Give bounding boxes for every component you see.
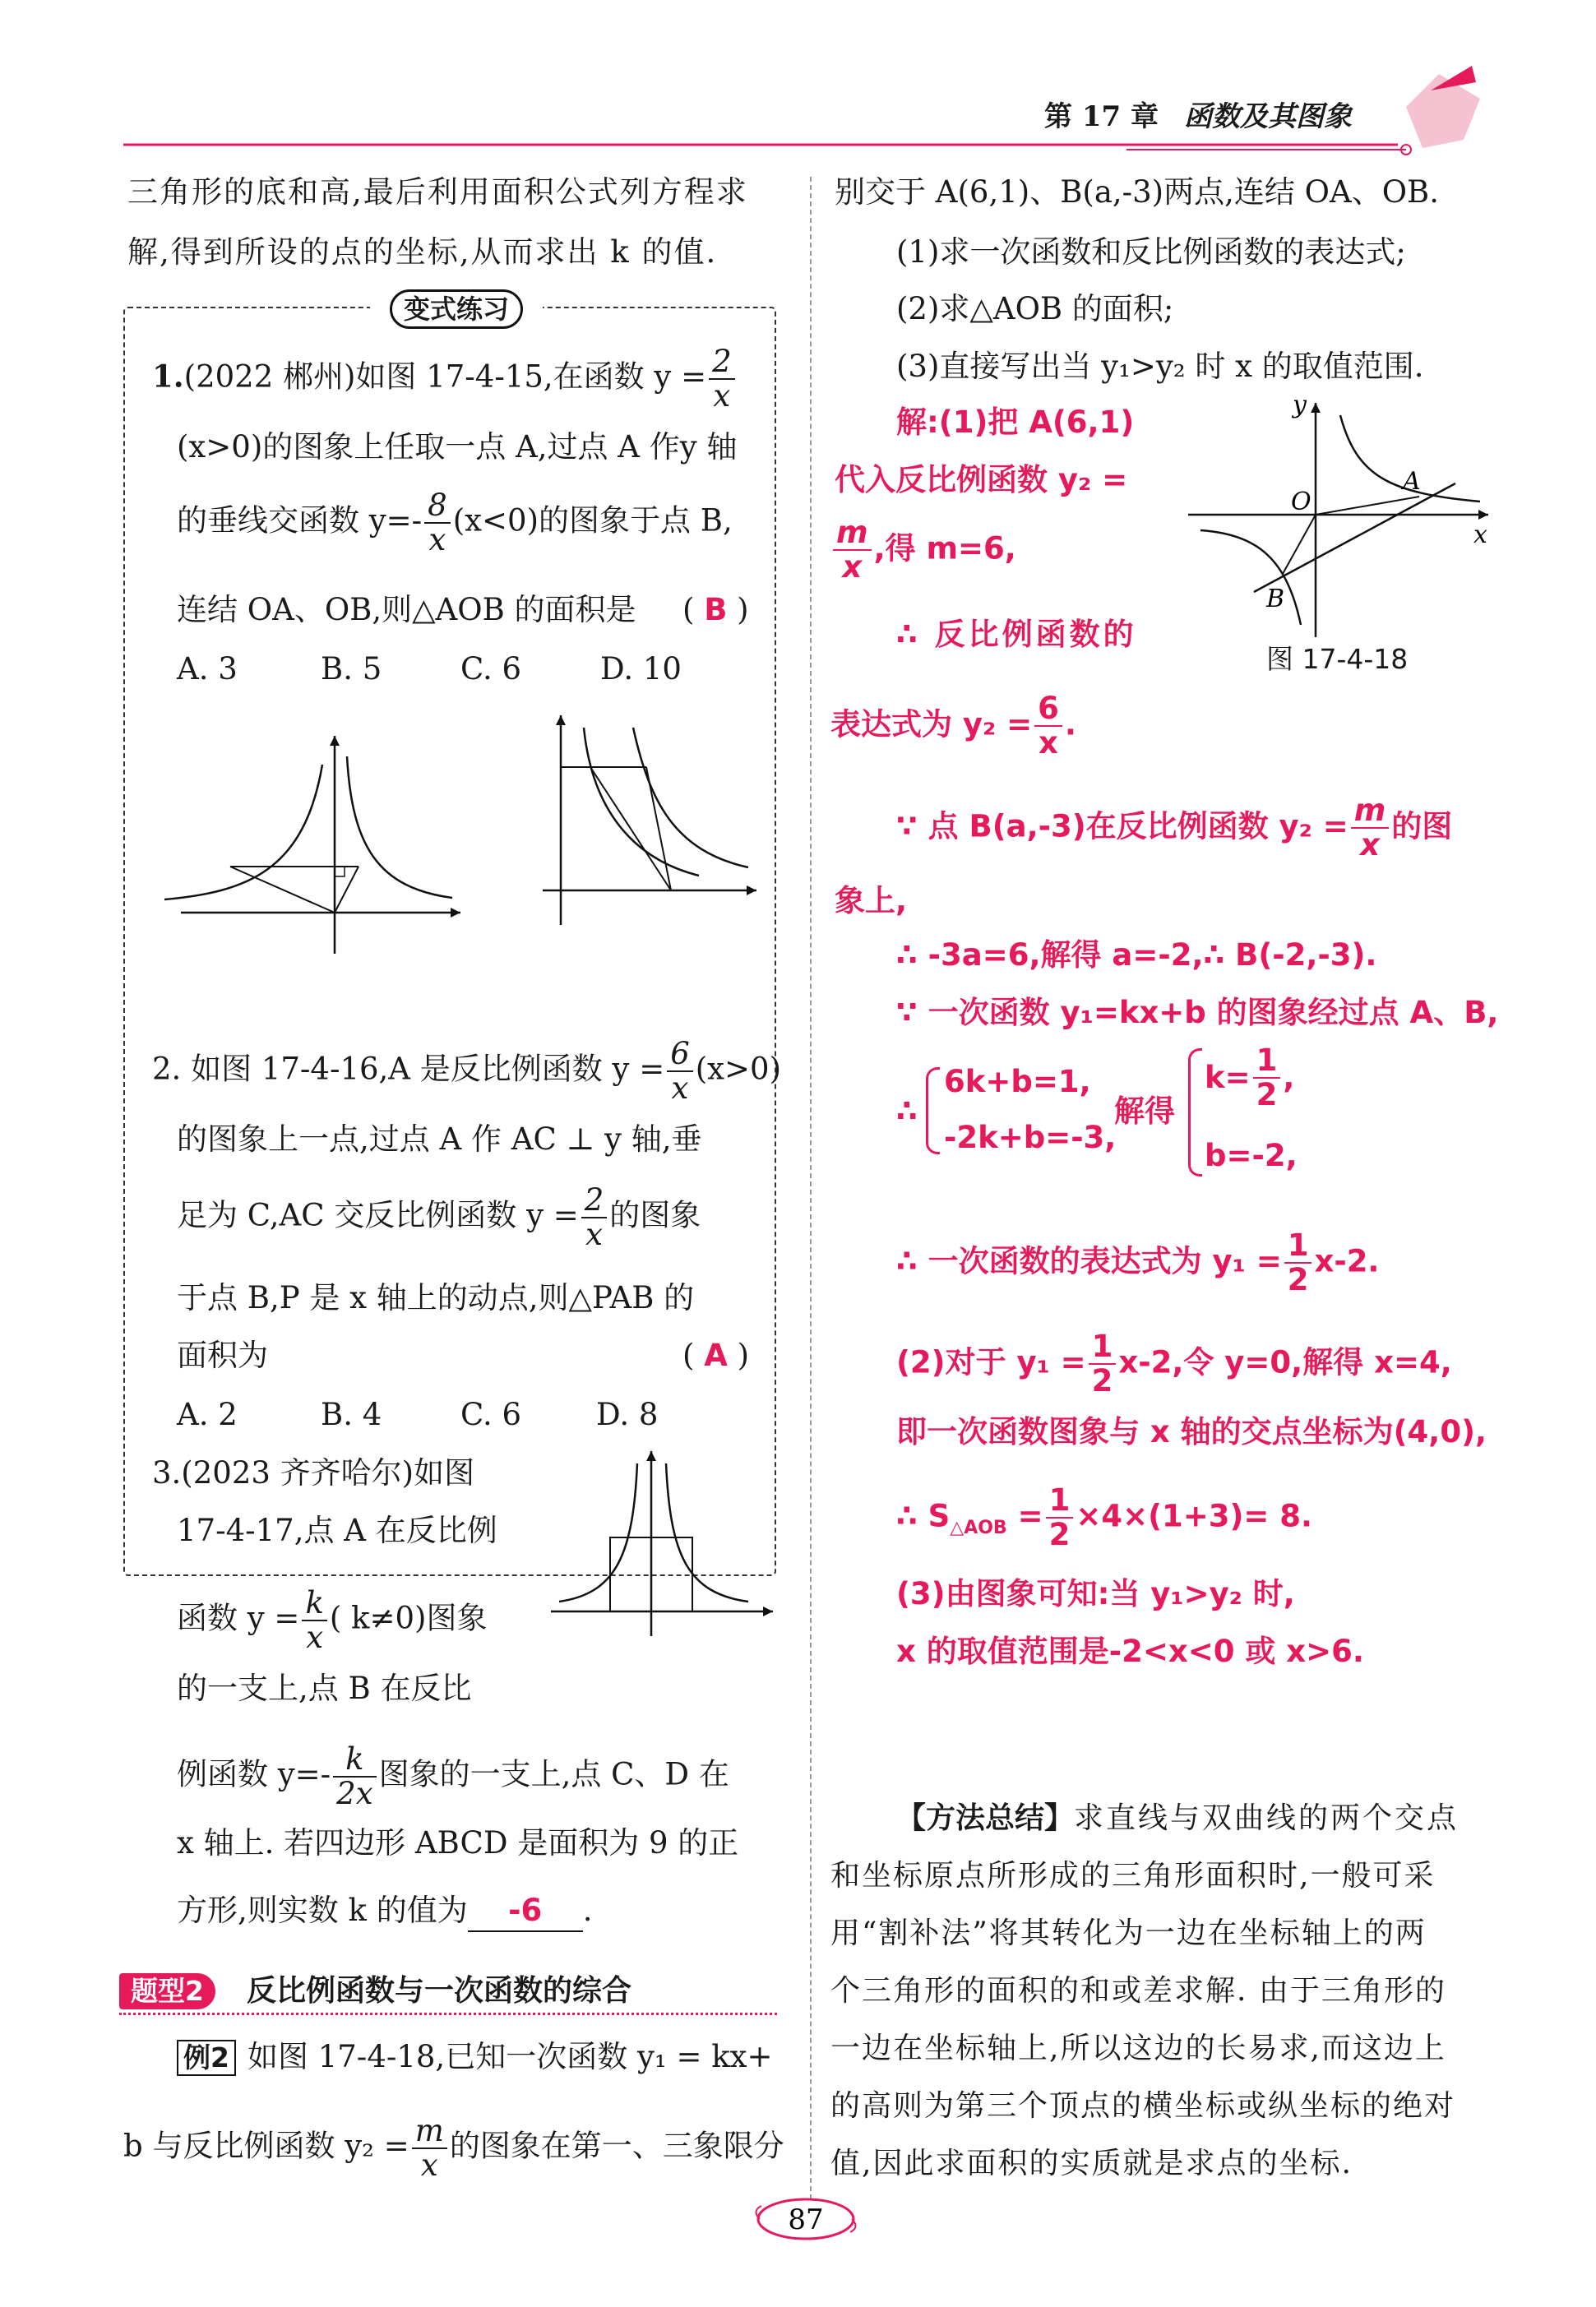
sol-line-7: 象上, [835, 883, 908, 918]
fig18-caption: 图 17-4-18 [1266, 643, 1409, 675]
q1-frac1-den: x [713, 378, 731, 414]
q2-line-2: 的图象上一点,过点 A 作 AC ⊥ y 轴,垂 [177, 1121, 702, 1157]
fig18-o-label: O [1291, 488, 1311, 516]
sol-b-line: b=-2, [1205, 1138, 1298, 1173]
figure-17-4-17 [543, 1439, 781, 1661]
sol14-sub: △AOB [950, 1517, 1007, 1538]
sol5-frac-den: x [1039, 725, 1058, 761]
q3-line-5 [177, 1743, 729, 1810]
summary-text-0: 求直线与双曲线的两个交点 [1074, 1801, 1460, 1835]
ex2-tag: 例2 [177, 2040, 236, 2076]
sol12-text-b: x-2,令 y=0,解得 x=4, [1118, 1344, 1452, 1380]
q3-text-3a: 函数 y = [177, 1600, 300, 1636]
q3-line-2: 17-4-17,点 A 在反比例 [177, 1513, 497, 1548]
sol-line-15: (3)由图象可知:当 y₁>y₂ 时, [896, 1576, 1295, 1611]
sol14-text-c: ×4×(1+3)= 8. [1076, 1498, 1313, 1534]
q1-number: 1. [152, 358, 184, 395]
right-q2: (2)求△AOB 的面积; [896, 291, 1174, 326]
q2-frac2-num: 2 [581, 1184, 608, 1218]
sol-line-6 [896, 794, 1452, 862]
q2-text-1b: (x>0) [695, 1051, 782, 1087]
sol-line-5 [830, 692, 1076, 760]
header-decoration [123, 58, 1488, 164]
summary-line-3: 用“割补法”将其转化为一边在坐标轴上的两 [830, 1916, 1427, 1950]
sol-line-2: 代入反比例函数 y₂ = [835, 462, 1128, 497]
q2-choice-c: C. 6 [460, 1397, 522, 1432]
q1-line-1 [152, 345, 738, 413]
ex2-line-2 [123, 2115, 784, 2182]
right-q3: (3)直接写出当 y₁>y₂ 时 x 的取值范围. [896, 349, 1424, 384]
ex2-line-1 [177, 2037, 773, 2077]
q2-line-1 [152, 1038, 781, 1105]
sol12-frac-den: 2 [1091, 1363, 1113, 1399]
q3-frac1-den: x [306, 1620, 324, 1655]
summary-label: 【方法总结】 [896, 1801, 1075, 1835]
section-title: 反比例函数与一次函数的综合 [247, 1974, 632, 2008]
right-line-1: 别交于 A(6,1)、B(a,-3)两点,连结 OA、OB. [835, 174, 1439, 210]
sol-line-13: 即一次函数图象与 x 轴的交点坐标为(4,0), [896, 1414, 1487, 1449]
q3-frac2-num: k [333, 1743, 376, 1778]
summary-line-7: 值,因此求面积的实质就是求点的坐标. [830, 2147, 1353, 2180]
sol14-text-b: = [1006, 1498, 1043, 1534]
q2-text-3b: 的图象 [609, 1197, 701, 1233]
q3-frac1-num: k [302, 1587, 326, 1621]
sol-line-14 [896, 1484, 1312, 1551]
ex2-frac-den: x [420, 2147, 438, 2183]
q2-answer-bracket: ( A ) [682, 1338, 750, 1373]
sol11-text-a: ∴ 一次函数的表达式为 y₁ = [896, 1243, 1282, 1279]
ex2-text-2b: 的图象在第一、三象限分 [449, 2128, 784, 2164]
q1-choice-a: A. 3 [177, 651, 238, 687]
sol5-text-a: 表达式为 y₂ = [830, 706, 1033, 742]
q2-line-3 [177, 1184, 701, 1251]
q3-line-7: 方形,则实数 k 的值为 -6 . [177, 1891, 592, 1932]
page-number: 87 [788, 2203, 824, 2236]
sol-k-den: 2 [1256, 1077, 1278, 1112]
sol-line-3 [830, 516, 1016, 584]
q1-frac2-den: x [428, 522, 446, 557]
summary-line-2: 和坐标原点所形成的三角形面积时,一般可采 [830, 1859, 1436, 1893]
chapter-title: 函数及其图象 [1184, 100, 1352, 133]
sol3-frac-num: m [833, 516, 872, 551]
sol-k-line [1205, 1044, 1294, 1112]
q3-text-5b: 图象的一支上,点 C、D 在 [378, 1756, 729, 1792]
sol6-text-b: 的图 [1391, 808, 1453, 844]
sol-k-comma: , [1283, 1060, 1295, 1095]
fig18-x-label: x [1473, 520, 1487, 549]
q3-text-7: 方形,则实数 k 的值为 [177, 1893, 468, 1928]
q2-frac1-num: 6 [667, 1038, 693, 1072]
q1-choice-d: D. 10 [600, 651, 682, 687]
q1-answer-bracket: ( B ) [682, 592, 749, 627]
column-divider [810, 177, 812, 2208]
fig18-y-label: y [1293, 391, 1307, 419]
sol5-frac-num: 6 [1034, 692, 1062, 727]
q2-answer: A [704, 1338, 728, 1373]
sol-line-12 [896, 1330, 1452, 1398]
q3-line-6: x 轴上. 若四边形 ABCD 是面积为 9 的正 [177, 1825, 739, 1861]
q2-text-1a: 2. 如图 17-4-16,A 是反比例函数 y = [152, 1051, 665, 1087]
sol11-text-b: x-2. [1314, 1243, 1380, 1279]
practice-label-text: 变式练习 [390, 289, 523, 329]
figure-17-4-15 [148, 724, 477, 962]
intro-line-1: 三角形的底和高,最后利用面积公式列方程求 [127, 174, 748, 210]
practice-label [370, 286, 543, 327]
q1-text-1: (2022 郴州)如图 17-4-15,在函数 y = [183, 358, 707, 395]
summary-line-6: 的高则为第三个顶点的横坐标或纵坐标的绝对 [830, 2089, 1456, 2123]
sol14-text-a: ∴ S [896, 1498, 951, 1534]
q1-line-3 [177, 489, 733, 557]
sol5-text-b: . [1064, 706, 1076, 742]
figure-17-4-18 [1184, 386, 1497, 650]
summary-line-5: 一边在坐标轴上,所以这边的长易求,而这边上 [830, 2032, 1446, 2065]
ex2-text-2a: b 与反比例函数 y₂ = [123, 2128, 409, 2164]
page-number-badge [748, 2191, 863, 2249]
fig18-a-label: A [1403, 467, 1421, 496]
figure-17-4-16 [510, 703, 773, 950]
sol14-frac-den: 2 [1048, 1517, 1071, 1552]
q2-choice-b: B. 4 [321, 1397, 382, 1432]
sol-sys-eq2: -2k+b=-3, [944, 1120, 1117, 1155]
q2-line-4: 于点 B,P 是 x 轴上的动点,则△PAB 的 [177, 1280, 695, 1315]
q1-text-3a: 的垂线交函数 y=- [177, 502, 423, 539]
chapter-number: 第 17 章 [1044, 100, 1159, 133]
sol-line-8: ∴ -3a=6,解得 a=-2,∴ B(-2,-3). [896, 937, 1377, 973]
sol-brace-left [926, 1067, 940, 1154]
q1-choice-b: B. 5 [321, 651, 382, 687]
sol-sys-eq1: 6k+b=1, [944, 1064, 1091, 1099]
q3-frac2-den: 2x [336, 1776, 373, 1811]
q1-choice-c: C. 6 [460, 651, 522, 687]
q3-answer: -6 [508, 1893, 543, 1928]
sol6-text-a: ∵ 点 B(a,-3)在反比例函数 y₂ = [896, 808, 1349, 844]
sol-therefore: ∴ [896, 1093, 918, 1129]
q1-line-2: (x>0)的图象上任取一点 A,过点 A 作y 轴 [177, 429, 738, 465]
section-header [119, 1972, 777, 2013]
summary-line-4: 个三角形的面积的和或差求解. 由于三角形的 [830, 1974, 1446, 2008]
q3-line-1: 3.(2023 齐齐哈尔)如图 [152, 1455, 475, 1491]
sol11-frac-den: 2 [1287, 1262, 1309, 1297]
right-q1: (1)求一次函数和反比例函数的表达式; [896, 234, 1406, 270]
q3-line-4: 的一支上,点 B 在反比 [177, 1671, 472, 1706]
sol6-frac-num: m [1351, 794, 1390, 829]
sol-solve-label: 解得 [1114, 1093, 1175, 1129]
sol-k-num: 1 [1253, 1044, 1281, 1079]
sol-line-4: ∴ 反比例函数的 [896, 617, 1137, 652]
q2-line-5: 面积为 [177, 1338, 268, 1373]
q3-text-5a: 例函数 y=- [177, 1756, 331, 1792]
fig18-b-label: B [1266, 585, 1285, 613]
ex2-text-1: 如图 17-4-18,已知一次函数 y₁ = kx+ [247, 2039, 773, 2074]
sol-line-1: 解:(1)把 A(6,1) [896, 405, 1135, 440]
section-tag: 题型2 [119, 1973, 215, 2009]
sol12-text-a: (2)对于 y₁ = [896, 1344, 1086, 1380]
q2-text-3a: 足为 C,AC 交反比例函数 y = [177, 1197, 579, 1233]
q2-frac2-den: x [585, 1217, 603, 1252]
sol-system [896, 1044, 1357, 1184]
sol3-frac-den: x [842, 549, 863, 585]
q1-frac1-num: 2 [709, 345, 735, 380]
sol3-text: ,得 m=6, [873, 530, 1016, 566]
q1-answer: B [704, 592, 728, 627]
q1-line-4: 连结 OA、OB,则△AOB 的面积是 [177, 592, 636, 627]
summary-line-1 [896, 1799, 1459, 1838]
sol14-frac-num: 1 [1046, 1484, 1074, 1519]
sol-k-label: k= [1205, 1060, 1251, 1095]
sol-brace-right [1188, 1048, 1202, 1177]
sol11-frac-num: 1 [1284, 1229, 1312, 1264]
section-underline [119, 2013, 777, 2015]
ex2-frac-num: m [412, 2115, 447, 2149]
q3-text-3b: ( k≠0)图象 [329, 1600, 488, 1636]
sol12-frac-num: 1 [1089, 1330, 1117, 1365]
q2-choice-d: D. 8 [596, 1397, 659, 1432]
q1-frac2-num: 8 [424, 489, 451, 524]
sol-line-16: x 的取值范围是-2<x<0 或 x>6. [896, 1634, 1364, 1669]
q2-frac1-den: x [671, 1070, 689, 1106]
sol6-frac-den: x [1360, 827, 1380, 862]
intro-line-2: 解,得到所设的点的坐标,从而求出 k 的值. [127, 234, 718, 270]
q3-line-3 [177, 1587, 487, 1654]
q3-answer-blank [468, 1891, 583, 1932]
sol-line-11 [896, 1229, 1380, 1297]
q2-choice-a: A. 2 [177, 1397, 238, 1432]
sol-line-9: ∵ 一次函数 y₁=kx+b 的图象经过点 A、B, [896, 995, 1499, 1030]
q1-text-3b: (x<0)的图象于点 B, [452, 502, 733, 539]
